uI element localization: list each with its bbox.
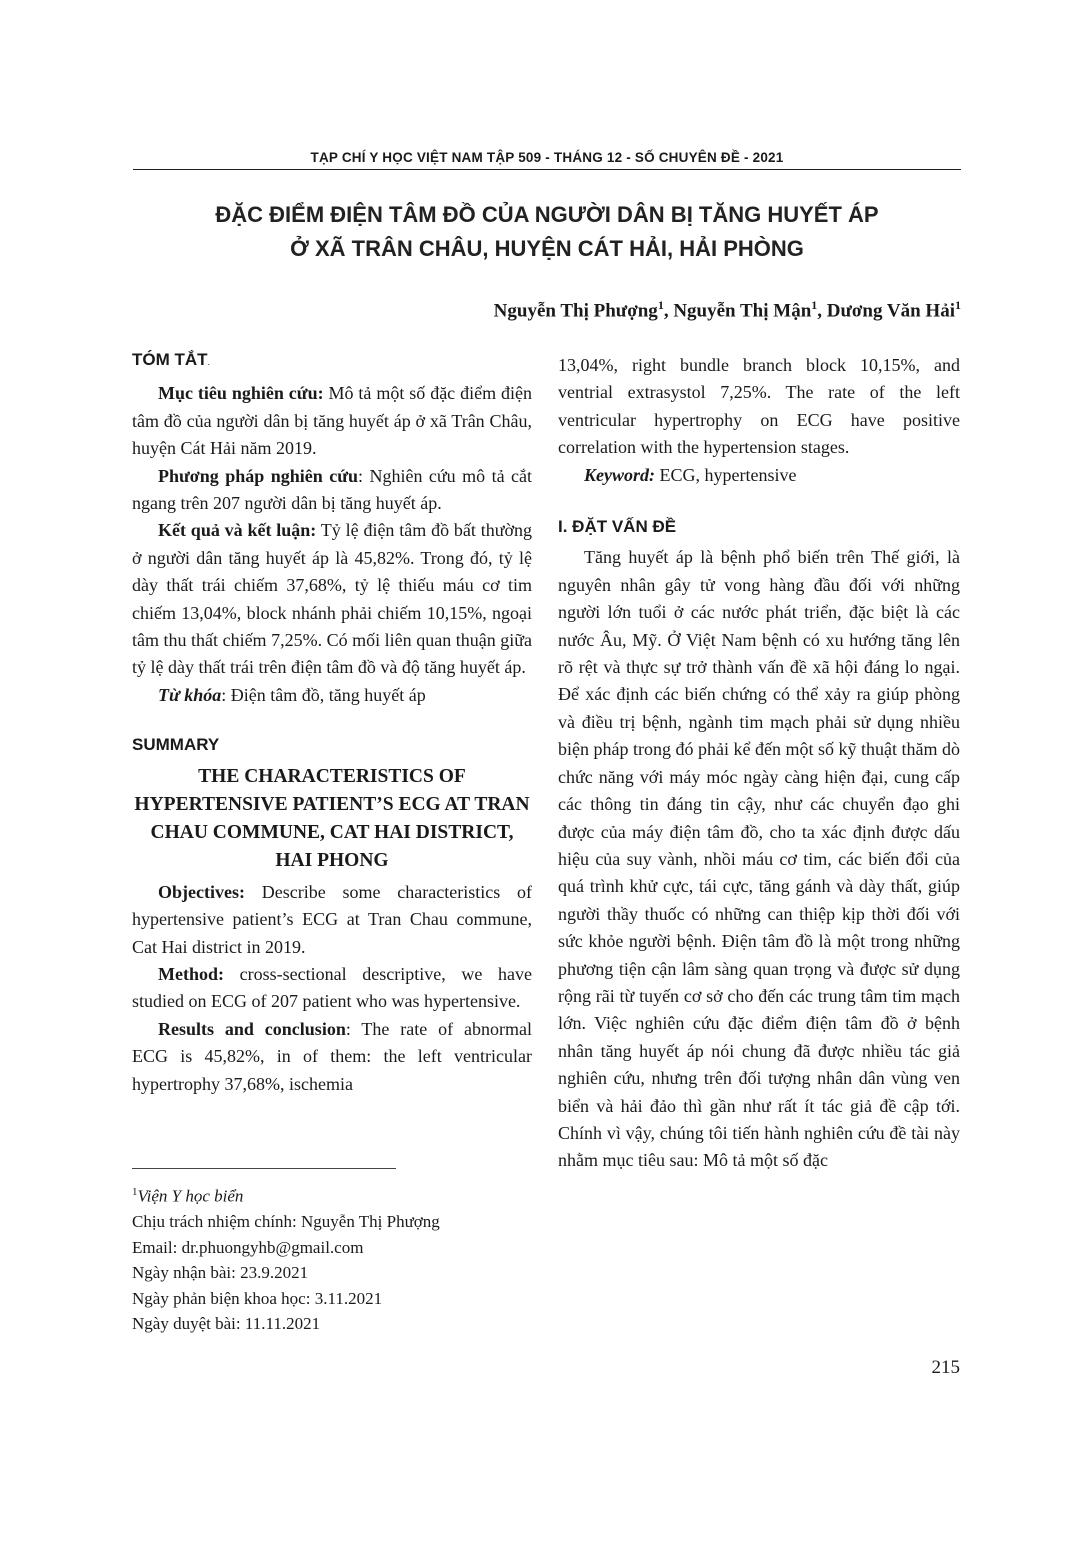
abstract-vi-objective: Mục tiêu nghiên cứu: Mô tả một số đặc điểm điện tâm đồ của người dân bị tăng huyết áp ở xã Trân Châu, huyện Cát Hải năm 2019.	[132, 383, 532, 459]
abstract-vi-heading: TÓM TẮT.	[132, 350, 211, 369]
intro-heading: I. ĐẶT VẤN ĐỀ	[558, 517, 677, 537]
footnote-approved: Ngày duyệt bài: 11.11.2021	[132, 1314, 321, 1334]
summary-title: THE CHARACTERISTICS OF HYPERTENSIVE PATIENT’S ECG AT TRAN CHAU COMMUNE, CAT HAI DISTRICT, HAI PHONG	[134, 765, 530, 871]
page-number: 215	[931, 1357, 960, 1378]
abstract-vi-results: Kết quả và kết luận: Tỷ lệ điện tâm đồ bất thường ở người dân tăng huyết áp là 45,82%. Trong đó, tỷ lệ dày thất trái chiếm 37,68%, tỷ lệ thiếu máu cơ tim chiếm 13,04%, block nhánh phải chiếm 10,15%, ngoại tâm thu thất chiếm 7,25%. Có mối liên quan thuận giữa tỷ lệ dày thất trái trên điện tâm đồ và độ tăng huyết áp.	[132, 520, 532, 678]
footnote-email[interactable]: Email: dr.phuongyhb@gmail.com	[132, 1237, 364, 1257]
summary-results-cont: 13,04%, right bundle branch block 10,15%, and ventrial extrasystol 7,25%. The rate of the left ventricular hypertrophy on ECG have positive correlation with the hypertension stages.	[558, 355, 960, 458]
title-line-1: ĐẶC ĐIỂM ĐIỆN TÂM ĐỒ CỦA NGƯỜI DÂN BỊ TĂNG HUYẾT ÁP	[215, 202, 879, 227]
footnotes	[132, 1180, 532, 1337]
abstract-vi-method: Phương pháp nghiên cứu: Nghiên cứu mô tả cắt ngang trên 207 người dân bị tăng huyết áp.	[132, 465, 532, 514]
author-3: Dương Văn Hải	[826, 300, 955, 322]
header-rule	[133, 169, 961, 170]
right-column	[558, 352, 960, 1175]
footnote-received: Ngày nhận bài: 23.9.2021	[132, 1263, 309, 1283]
author-1: Nguyễn Thị Phượng	[493, 300, 658, 322]
author-2: Nguyễn Thị Mận	[673, 300, 812, 322]
footnote-responsible: Chịu trách nhiệm chính: Nguyễn Thị Phượng	[132, 1212, 440, 1232]
left-column	[132, 346, 532, 1098]
title-line-2: Ở XÃ TRÂN CHÂU, HUYỆN CÁT HẢI, HẢI PHÒNG	[290, 236, 804, 261]
article-title	[133, 198, 961, 266]
summary-objectives: Objectives: Describe some characteristics of hypertensive patient’s ECG at Tran Chau commune, Cat Hai district in 2019.	[132, 881, 532, 957]
author-2-affiliation: 1	[811, 298, 818, 312]
footnote-reviewed: Ngày phản biện khoa học: 3.11.2021	[132, 1288, 383, 1308]
journal-header: TẠP CHÍ Y HỌC VIỆT NAM TẬP 509 - THÁNG 12 - SỐ CHUYÊN ĐỀ - 2021	[310, 150, 784, 165]
abstract-vi-keywords: Từ khóa: Điện tâm đồ, tăng huyết áp	[158, 684, 426, 705]
footnote-rule	[132, 1168, 396, 1169]
summary-keywords: Keyword: ECG, hypertensive	[584, 464, 797, 485]
intro-paragraph: Tăng huyết áp là bệnh phổ biến trên Thế giới, là nguyên nhân gây tử vong hàng đầu đối với những người lớn tuổi ở các nước phát triển, đặc biệt là các nước Âu, Mỹ. Ở Việt Nam bệnh có xu hướng tăng lên rõ rệt và thực sự trở thành vấn đề xã hội đáng lo ngại. Để xác định các biến chứng có thể xảy ra giúp phòng và điều trị bệnh, ngành tim mạch phải sử dụng nhiều biện pháp trong đó phải kể đến một số kỹ thuật thăm dò chức năng với máy móc ngày càng hiện đại, cung cấp các thông tin đáng tin cậy, như các chuyển đạo ghi được của máy điện tâm đồ, cho ta xác định được dấu hiệu của suy vành, nhồi máu cơ tim, các biến đổi của quá trình khử cực, tái cực, tăng gánh và dày thất, giúp người thầy thuốc có những can thiệp kịp thời đối với sức khỏe người bệnh. Điện tâm đồ là một trong những phương tiện cận lâm sàng quan trọng và được sử dụng rộng rãi từ tuyến cơ sở cho đến các trung tâm tim mạch lớn. Việc nghiên cứu đặc điểm điện tâm đồ ở bệnh nhân tăng huyết áp nói chung đã được nhiều tác giả nghiên cứu, nhưng trên đối tượng nhân dân vùng ven biển và hải đảo thì gần như rất ít tác giả đề cập tới. Chính vì vậy, chúng tôi tiến hành nghiên cứu đề tài này nhằm mục tiêu sau: Mô tả một số đặc	[558, 547, 960, 1171]
author-list: Nguyễn Thị Phượng$^1$, Nguyễn Thị Mận$^1$, Dương Văn Hải$^1$	[493, 298, 961, 322]
summary-method: Method: cross-sectional descriptive, we have studied on ECG of 207 patient who was hypertensive.	[132, 963, 532, 1012]
author-1-affiliation: 1	[657, 298, 664, 312]
summary-results: Results and conclusion: The rate of abnormal ECG is 45,82%, in of them: the left ventricular hypertrophy 37,68%, ischemia	[132, 1018, 532, 1094]
author-3-affiliation: 1	[955, 298, 961, 312]
footnote-affiliation: $^1$Viện Y học biển	[132, 1186, 244, 1206]
summary-heading: SUMMARY	[132, 735, 220, 755]
